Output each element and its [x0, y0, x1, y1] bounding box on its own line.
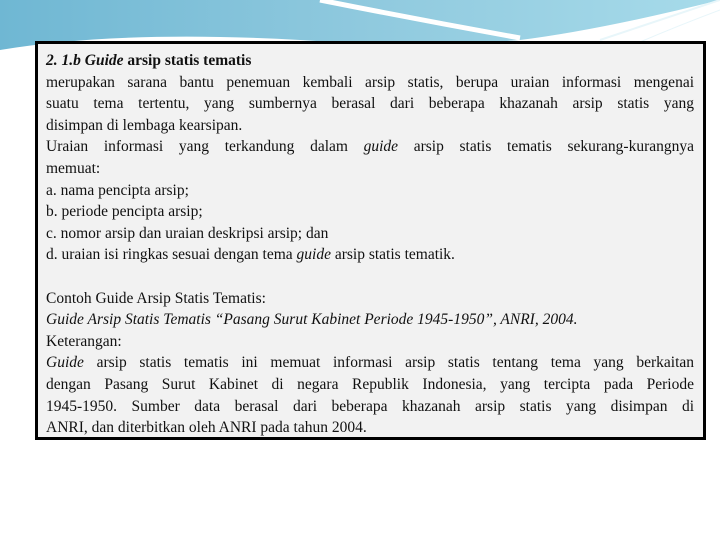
list-item: c. nomor arsip dan uraian deskripsi arsip; dan [46, 224, 329, 242]
section-heading [46, 50, 694, 72]
contents-intro-line: memuat: [46, 159, 101, 177]
definition-line: merupakan sarana bantu penemuan kembali arsip statis, berupa uraian informasi mengenai [46, 73, 694, 91]
intro-text: arsip statis tematis sekurang-kurangnya [398, 138, 695, 156]
note-line: 1945-1950. Sumber data berasal dari beberapa khazanah arsip statis yang disimpan di [46, 397, 694, 415]
note-guide: Guide [46, 354, 84, 372]
note-text: arsip statis tematis ini memuat informasi arsip statis tentang tema yang berkaitan [83, 354, 694, 372]
content-text [46, 50, 694, 439]
note-line [46, 352, 694, 374]
list-item [46, 244, 694, 266]
spacer [46, 266, 694, 288]
definition-line: disimpan di lembaga kearsipan. [46, 116, 243, 134]
note-line: dengan Pasang Surut Kabinet di negara Republik Indonesia, yang tercipta pada Periode [46, 375, 694, 393]
note-line: ANRI, dan diterbitkan oleh ANRI pada tahun 2004. [46, 419, 367, 437]
intro-guide: guide [363, 138, 399, 156]
item-text: arsip statis tematik. [330, 246, 455, 264]
item-guide: guide [296, 246, 331, 264]
example-title [46, 309, 694, 331]
list-item: b. periode pencipta arsip; [46, 203, 203, 221]
heading-guide: Guide [84, 52, 124, 69]
list-item: a. nama pencipta arsip; [46, 181, 189, 199]
example-label: Contoh Guide Arsip Statis Tematis: [46, 289, 266, 307]
example-title-text: Guide Arsip Statis Tematis “Pasang Surut Kabinet Periode 1945-1950”, ANRI, 2004. [46, 311, 578, 329]
note-label: Keterangan: [46, 332, 122, 350]
heading-number: 2. 1.b [46, 52, 81, 69]
intro-text: Uraian informasi yang terkandung dalam [46, 138, 364, 156]
item-text: d. uraian isi ringkas sesuai dengan tema [46, 246, 297, 264]
content-box [35, 41, 706, 440]
contents-intro-line [46, 136, 694, 158]
definition-line: suatu tema tertentu, yang sumbernya berasal dari beberapa khazanah arsip statis yang [46, 95, 694, 113]
heading-rest: arsip statis tematis [123, 52, 252, 69]
